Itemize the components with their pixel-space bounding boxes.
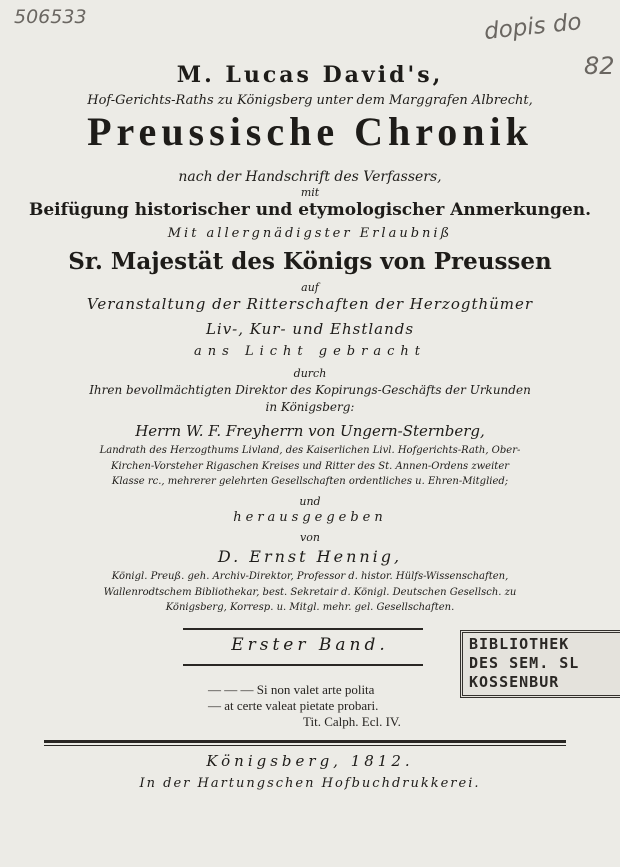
- shelfmark-handwriting: 506533: [14, 6, 87, 28]
- durch-line: durch: [293, 367, 327, 380]
- motto-line-2: — at certe valeat pietate probari.: [208, 698, 379, 713]
- handwritten-note: dopis do: [482, 8, 583, 46]
- motto-line-1: — — — Si non valet arte polita: [208, 682, 375, 697]
- baron-title-1: Landrath des Herzogthums Livland, des Kaiserlichen Livl. Hofgerichts-Rath, Ober-: [99, 445, 521, 456]
- editor-title-2: Wallenrodtschem Bibliothekar, best. Sekretair d. Königl. Deutschen Gesellsch. zu: [103, 587, 517, 598]
- author-office: Hof-Gerichts-Raths zu Königsberg unter dem Marggrafen Albrecht,: [87, 93, 533, 108]
- stamp-line-3: KOSSENBUR: [469, 673, 560, 691]
- editor-title-3: Königsberg, Korresp. u. Mitgl. mehr. gel. Gesellschaften.: [165, 602, 455, 613]
- initiative-line-1: Veranstaltung der Ritterschaften der Herzogthümer: [86, 295, 534, 313]
- permission-line: Mit allergnädigster Erlaubniß: [167, 226, 453, 241]
- library-stamp: [460, 630, 620, 698]
- auf-line: auf: [301, 281, 319, 294]
- author-name: M. Lucas David's,: [176, 62, 444, 88]
- editor-title-1: Königl. Preuß. geh. Archiv-Direktor, Professor d. histor. Hülfs-Wissenschaften,: [111, 571, 509, 582]
- edited-line: herausgegeben: [233, 510, 387, 525]
- baron-title-2: Kirchen-Vorsteher Rigaschen Kreises und Ritter des St. Annen-Ordens zweiter: [110, 461, 510, 472]
- divider-imprint-thin: [44, 745, 566, 746]
- majesty-line: Sr. Majestät des Königs von Preussen: [68, 248, 552, 275]
- director-line-2: in Königsberg:: [265, 400, 355, 414]
- baron-name: Herrn W. F. Freyherrn von Ungern-Sternberg,: [135, 422, 485, 440]
- director-line-1: Ihren bevollmächtigten Direktor des Kopirungs-Geschäfts der Urkunden: [89, 383, 531, 397]
- handwritten-number: 82: [584, 52, 615, 80]
- divider-volume-top: [183, 628, 423, 630]
- von-line: von: [300, 531, 320, 544]
- imprint-printer: In der Hartungschen Hofbuchdrukkerei.: [139, 776, 481, 791]
- annotations-line: Beifügung historischer und etymologischer Anmerkungen.: [29, 200, 591, 220]
- published-line: ans Licht gebracht: [194, 344, 426, 359]
- imprint-place-year: Königsberg, 1812.: [206, 752, 414, 770]
- editor-name: D. Ernst Hennig,: [217, 547, 403, 566]
- volume-label: Erster Band.: [231, 635, 389, 655]
- divider-imprint-top: [44, 740, 566, 743]
- mit-line: mit: [300, 186, 320, 199]
- divider-volume-bottom: [183, 664, 423, 666]
- und-line: und: [299, 495, 321, 508]
- stamp-line-2: DES SEM. SL: [469, 654, 580, 672]
- main-title: Preussische Chronik: [87, 109, 533, 154]
- motto-source: Tit. Calph. Ecl. IV.: [303, 714, 401, 729]
- stamp-line-1: BIBLIOTHEK: [469, 635, 570, 653]
- initiative-line-2: Liv-, Kur- und Ehstlands: [205, 320, 415, 338]
- source-line: nach der Handschrift des Verfassers,: [178, 169, 442, 185]
- baron-title-3: Klasse rc., mehrerer gelehrten Gesellschaften ordentliches u. Ehren-Mitglied;: [111, 476, 509, 487]
